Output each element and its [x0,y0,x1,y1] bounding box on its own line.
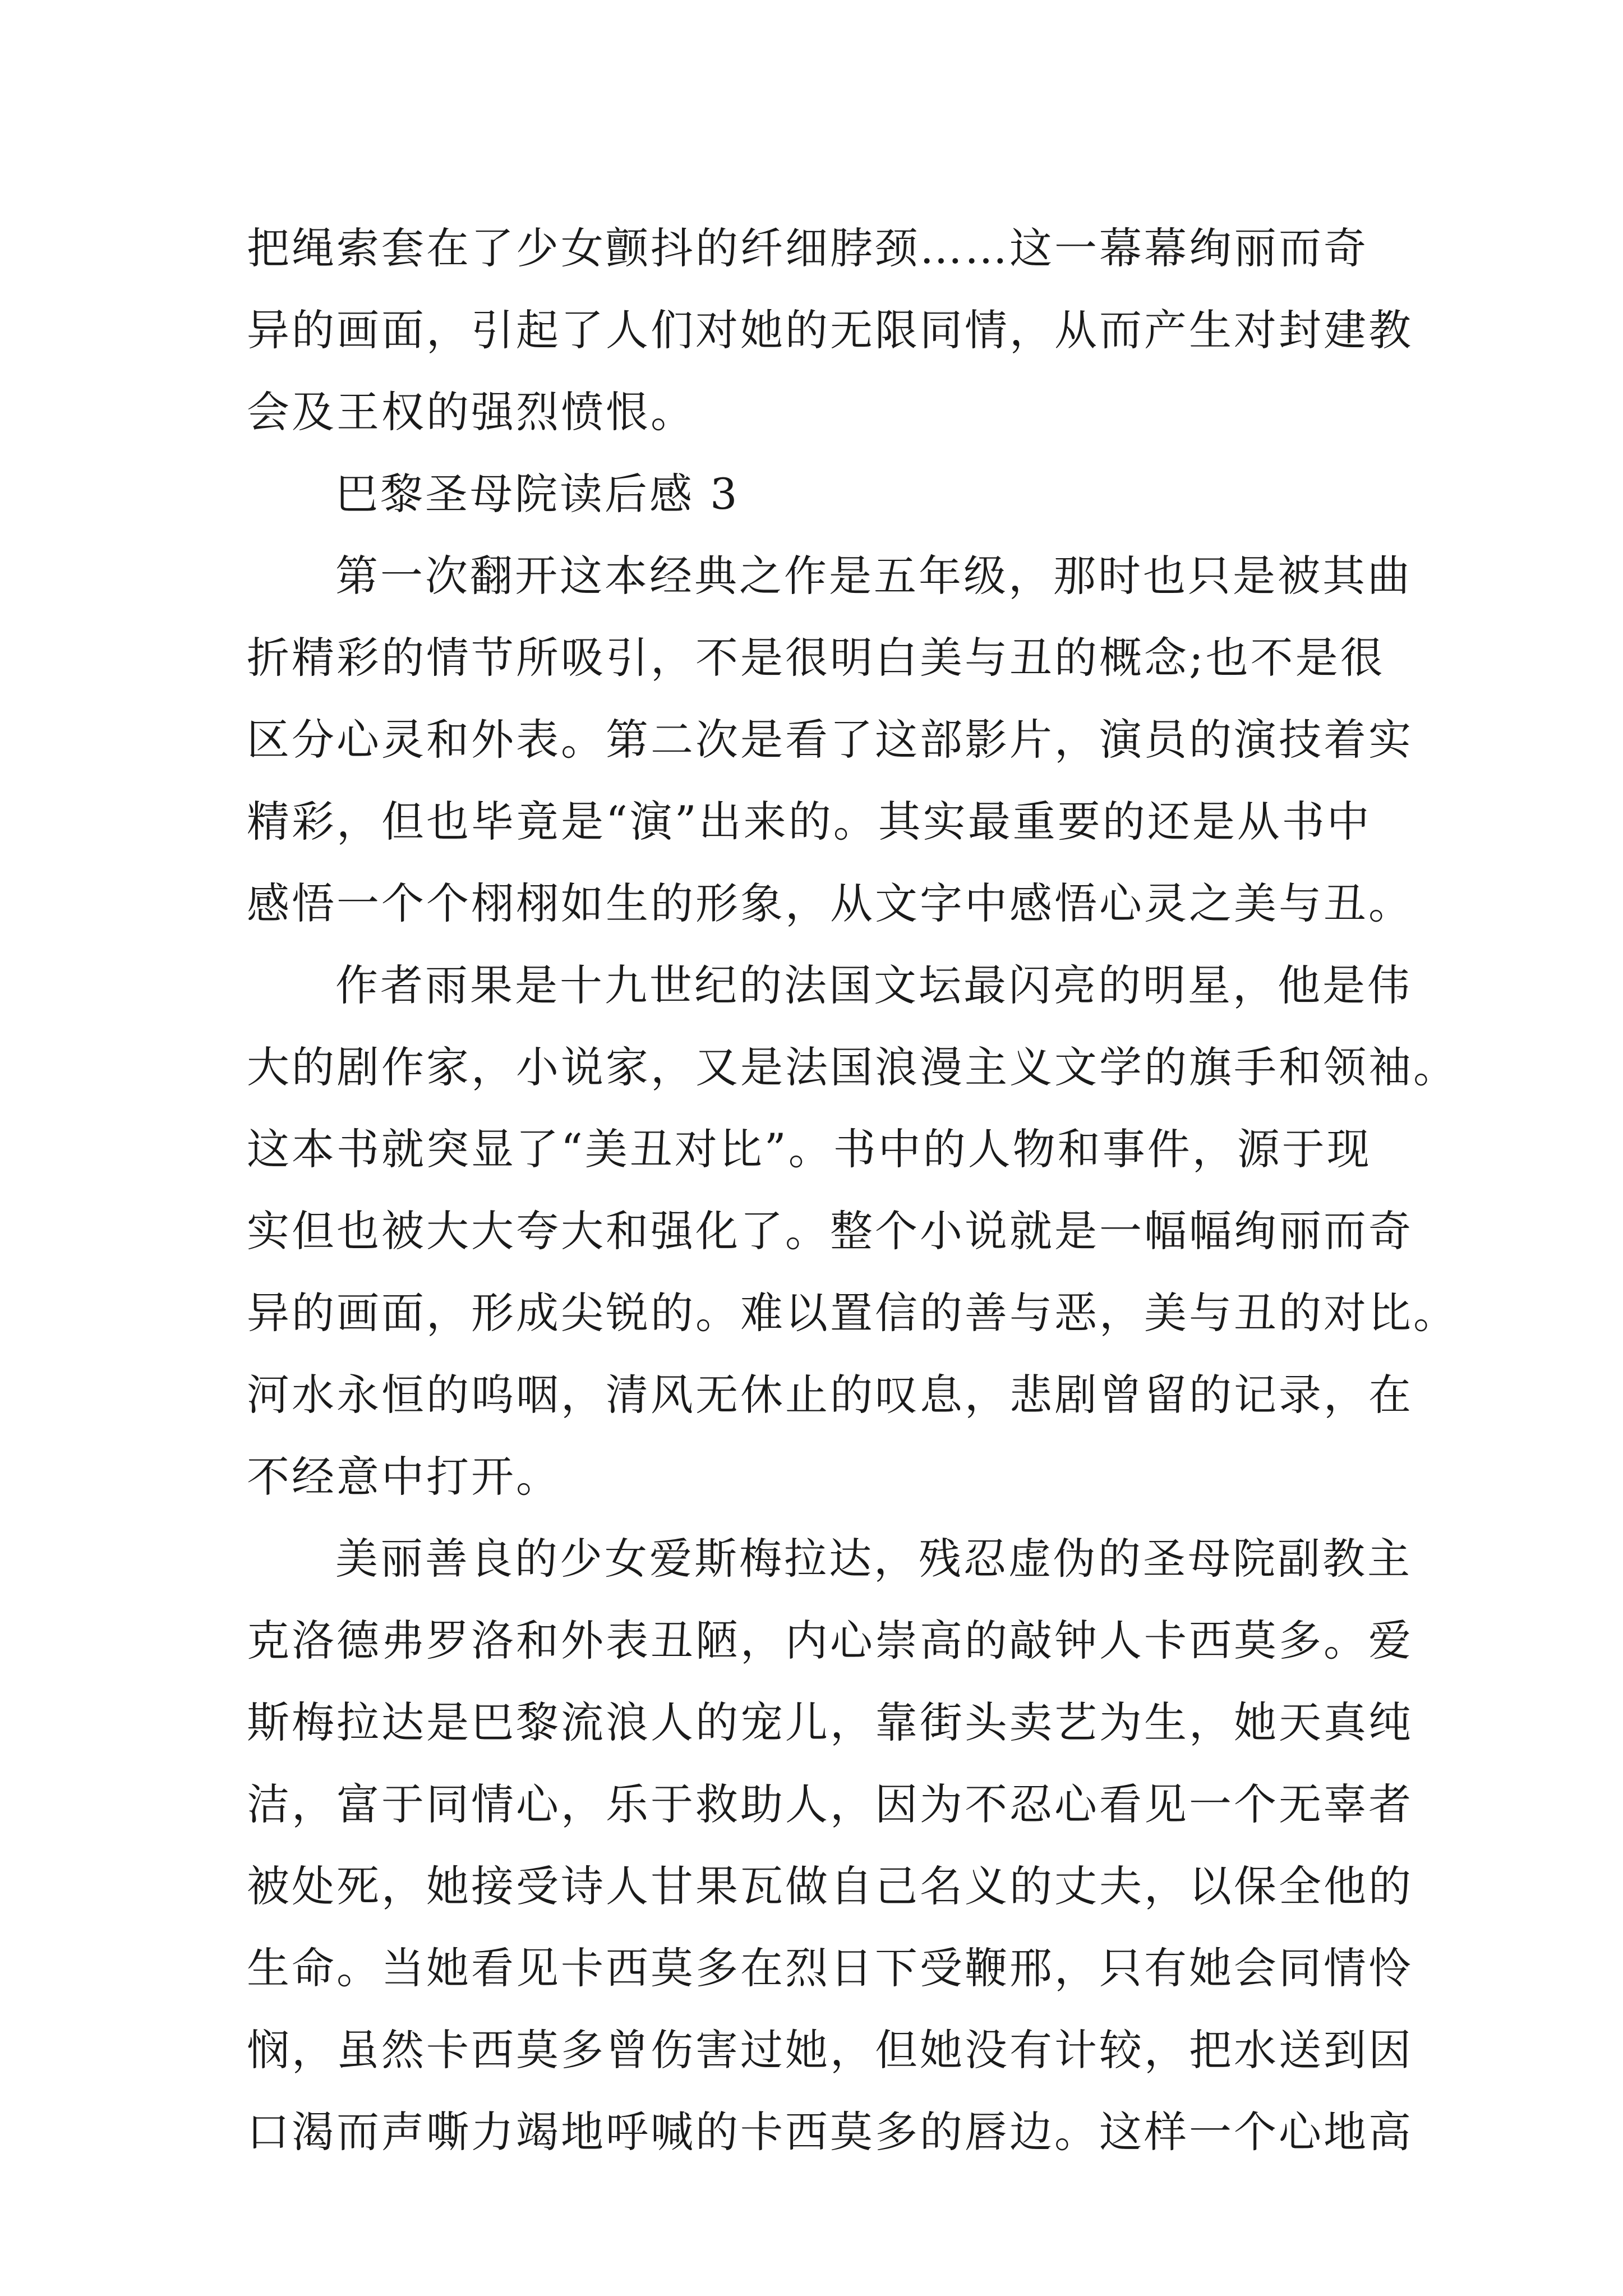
text-line: 会及王权的强烈愤恨。 [247,387,695,437]
body-text [247,208,1458,2173]
text-line: 大的剧作家，小说家，又是法国浪漫主义文学的旗手和领袖。 [247,1042,1458,1092]
text-line: 异的画面，引起了人们对她的无限同情，从而产生对封建教 [247,305,1413,355]
text-line: 生命。当她看见卡西莫多在烈日下受鞭邢，只有她会同情怜 [247,1943,1413,1993]
paragraph-first-line: 作者雨果是十九世纪的法国文坛最闪亮的明星，他是伟 [335,960,1412,1010]
text-line: 折精彩的情节所吸引，不是很明白美与丑的概念;也不是很 [247,633,1385,683]
text-line: 精彩，但也毕竟是“演”出来的。其实最重要的还是从书中 [247,797,1372,846]
text-line: 洁，富于同情心，乐于救助人，因为不忍心看见一个无辜者 [247,1779,1413,1829]
text-line: 河水永恒的呜咽，清风无休止的叹息，悲剧曾留的记录，在 [247,1370,1413,1420]
text-line: 不经意中打开。 [247,1452,561,1502]
text-line: 被处死，她接受诗人甘果瓦做自己名义的丈夫，以保全他的 [247,1861,1413,1911]
text-line: 异的画面，形成尖锐的。难以置信的善与恶，美与丑的对比。 [247,1288,1458,1338]
text-line: 实但也被大大夸大和强化了。整个小说就是一幅幅绚丽而奇 [247,1206,1413,1256]
paragraph-first-line: 第一次翻开这本经典之作是五年级，那时也只是被其曲 [335,551,1412,601]
text-line: 克洛德弗罗洛和外表丑陋，内心崇高的敲钟人卡西莫多。爱 [247,1616,1413,1665]
text-line: 区分心灵和外表。第二次是看了这部影片，演员的演技着实 [247,715,1413,765]
text-line: 感悟一个个栩栩如生的形象，从文字中感悟心灵之美与丑。 [247,878,1413,928]
text-line: 把绳索套在了少女颤抖的纤细脖颈……这一幕幕绚丽而奇 [247,223,1368,273]
paragraph-first-line: 美丽善良的少女爱斯梅拉达，残忍虚伪的圣母院副教主 [335,1534,1412,1584]
text-line: 斯梅拉达是巴黎流浪人的宠儿，靠街头卖艺为生，她天真纯 [247,1697,1413,1747]
text-line: 口渴而声嘶力竭地呼喊的卡西莫多的唇边。这样一个心地高 [247,2107,1413,2157]
paragraph-first-line: 巴黎圣母院读后感 3 [335,469,740,519]
text-line: 悯，虽然卡西莫多曾伤害过她，但她没有计较，把水送到因 [247,2025,1413,2075]
text-line: 这本书就突显了“美丑对比”。书中的人物和事件，源于现 [247,1124,1372,1174]
